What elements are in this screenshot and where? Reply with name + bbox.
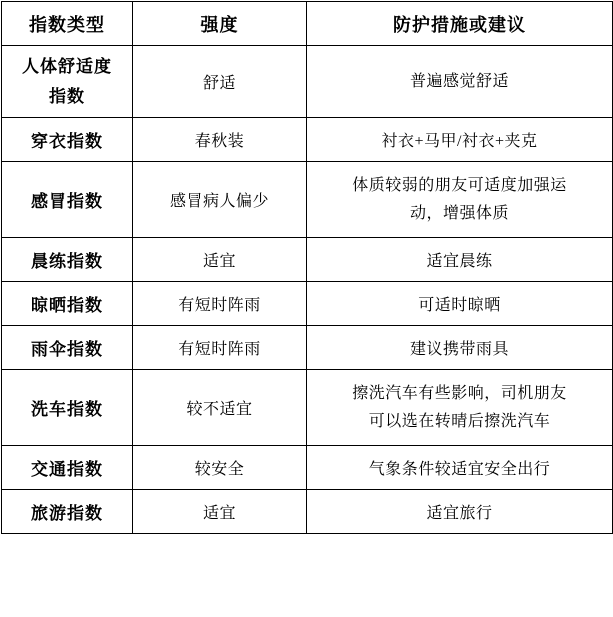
table-row [2, 490, 613, 534]
cell-advice: 衬衣+马甲/衬衣+夹克 [307, 118, 613, 162]
cell-index-type: 晨练指数 [2, 238, 133, 282]
cell-intensity: 较不适宜 [133, 370, 307, 446]
cell-index-type: 穿衣指数 [2, 118, 133, 162]
life-index-table [1, 1, 613, 534]
life-index-table-container [0, 1, 613, 617]
cell-advice-line: 动，增强体质 [409, 204, 509, 222]
table-row [2, 238, 613, 282]
cell-intensity: 春秋装 [133, 118, 307, 162]
table-row [2, 118, 613, 162]
cell-advice: 气象条件较适宜安全出行 [307, 446, 613, 490]
cell-advice [307, 370, 613, 446]
cell-advice: 可适时晾晒 [307, 282, 613, 326]
column-header-index-type: 指数类型 [2, 2, 133, 46]
cell-intensity: 较安全 [133, 446, 307, 490]
cell-index-type [2, 46, 133, 118]
table-row [2, 370, 613, 446]
cell-intensity: 有短时阵雨 [133, 282, 307, 326]
cell-advice: 建议携带雨具 [307, 326, 613, 370]
column-header-intensity: 强度 [133, 2, 307, 46]
cell-intensity: 适宜 [133, 238, 307, 282]
cell-index-type: 旅游指数 [2, 490, 133, 534]
table-row [2, 446, 613, 490]
cell-index-type-line: 人体舒适度 [22, 56, 112, 76]
cell-intensity: 舒适 [133, 46, 307, 118]
column-header-advice: 防护措施或建议 [307, 2, 613, 46]
cell-index-type: 晾晒指数 [2, 282, 133, 326]
cell-advice-line: 擦洗汽车有些影响，司机朋友 [352, 384, 567, 402]
table-header-row [2, 2, 613, 46]
table-body [2, 46, 613, 534]
cell-index-type-line: 指数 [49, 86, 85, 106]
cell-intensity: 有短时阵雨 [133, 326, 307, 370]
cell-index-type: 雨伞指数 [2, 326, 133, 370]
cell-index-type: 洗车指数 [2, 370, 133, 446]
cell-advice-line: 可以选在转晴后擦洗汽车 [368, 412, 551, 430]
cell-index-type: 感冒指数 [2, 162, 133, 238]
cell-index-type: 交通指数 [2, 446, 133, 490]
cell-advice [307, 46, 613, 118]
cell-advice-line: 普遍感觉舒适 [409, 72, 509, 90]
table-header [2, 2, 613, 46]
cell-advice [307, 162, 613, 238]
cell-advice: 适宜旅行 [307, 490, 613, 534]
cell-advice-line: 体质较弱的朋友可适度加强运 [352, 176, 567, 194]
cell-advice: 适宜晨练 [307, 238, 613, 282]
cell-intensity: 感冒病人偏少 [133, 162, 307, 238]
cell-intensity: 适宜 [133, 490, 307, 534]
table-row [2, 326, 613, 370]
table-row [2, 46, 613, 118]
table-row [2, 162, 613, 238]
table-row [2, 282, 613, 326]
